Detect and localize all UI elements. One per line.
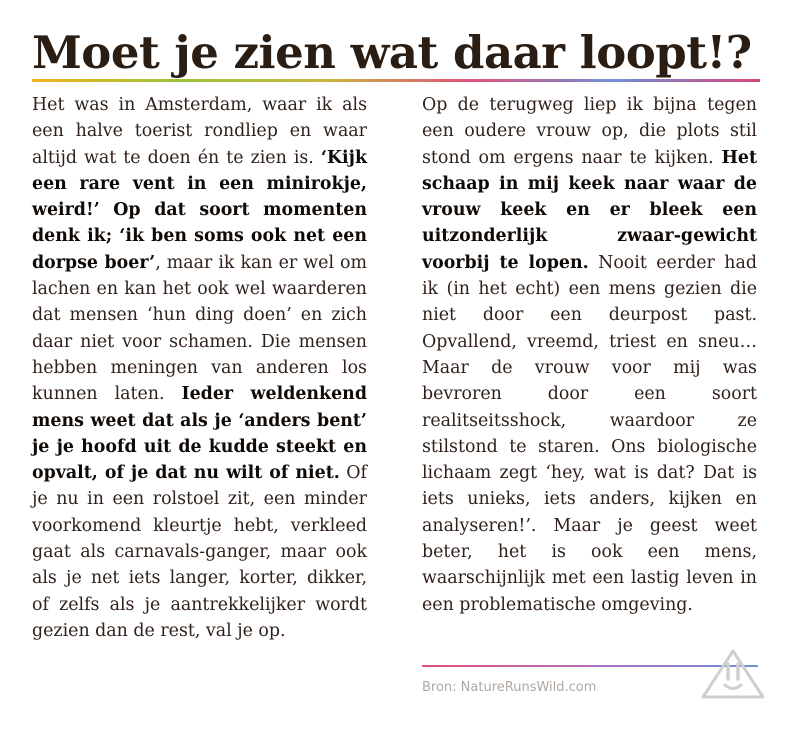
left-text-1: Het was in Amsterdam, waar ik als een halve toerist rondliep en waar altijd wat te doen én te zien is. bbox=[32, 95, 367, 168]
right-text-2: Nooit eerder had ik (in het echt) een mens gezien die niet door een deurpost past. Opvallend, vreemd, triest en sneu… Maar de vrouw voor mij was bevroren door een soort realitseitsshock, waardoor ze stilstond te staren. Ons biologische lichaam zegt ‘hey, wat is dat? Dat is iets unieks, iets anders, kijken en analyseren!’. Maar je geest weet beter, het is ook een mens, waarschijnlijk met een lastig leven in een problematische omgeving. bbox=[422, 252, 757, 615]
left-bold-2: Ieder weldenkend mens weet dat als je ‘anders bent’ je je hoofd uit de kudde steekt en opvalt, of je dat nu wilt of niet. bbox=[32, 384, 367, 484]
title-rainbow-rule bbox=[32, 79, 760, 82]
article-column-right bbox=[422, 92, 757, 618]
left-bold-1: ‘Kijk een rare vent in een minirokje, weird!’ Op dat soort momenten denk ik; ‘ik ben soms ook net een dorpse boer’ bbox=[32, 147, 367, 273]
right-paragraph bbox=[422, 92, 757, 618]
left-text-2: , maar ik kan er wel om lachen en kan het ook wel waarderen dat mensen ‘hun ding doen’ en zich daar niet voor schamen. Die mensen hebben meningen van anderen los kunnen laten. bbox=[32, 252, 368, 405]
right-bold-1: Het schaap in mij keek naar waar de vrouw keek en er bleek een uitzonderlijk zwaar-gewicht voorbij te lopen. bbox=[422, 147, 757, 273]
source-credit: Bron: NatureRunsWild.com bbox=[422, 680, 597, 695]
right-text-1: Op de terugweg liep ik bijna tegen een oudere vrouw op, die plots stil stond om ergens naar te kijken. bbox=[422, 95, 757, 168]
article-column-left bbox=[32, 92, 367, 644]
left-paragraph bbox=[32, 92, 367, 644]
left-text-3: Of je nu in een rolstoel zit, een minder voorkomend kleurtje hebt, verkleed gaat als carnavals-ganger, maar ook als je net iets langer, korter, dikker, of zelfs als je aantrekkelijker wordt gezien dan de rest, val je op. bbox=[32, 463, 367, 641]
warning-triangle-icon bbox=[700, 648, 766, 700]
page-title: Moet je zien wat daar loopt!? bbox=[32, 26, 752, 79]
